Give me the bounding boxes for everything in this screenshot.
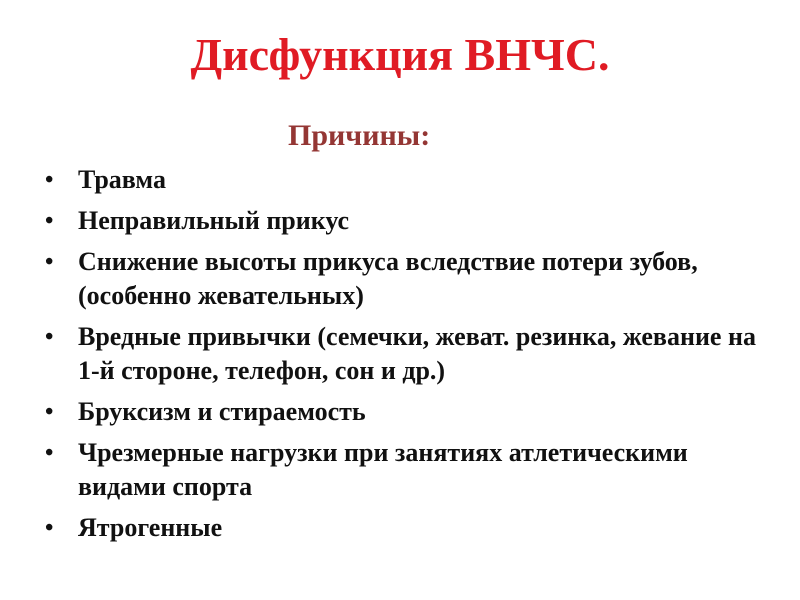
bullet-icon: •: [45, 167, 54, 193]
list-item: [40, 511, 760, 545]
list-item-text: Вредные привычки (семечки, жеват. резинка, жевание на 1-й стороне, телефон, сон и др.): [78, 322, 756, 385]
list-item: [40, 320, 760, 388]
list-item-text: Ятрогенные: [78, 513, 223, 542]
list-item-text: Чрезмерные нагрузки при занятиях атлетическими видами спорта: [78, 438, 688, 501]
bullet-icon: •: [45, 249, 54, 275]
list-item: [40, 245, 760, 313]
list-item-text: Травма: [78, 165, 166, 194]
causes-list: [40, 163, 760, 552]
list-item-text: Снижение высоты прикуса вследствие потери зубов, (особенно жевательных): [78, 247, 698, 310]
bullet-icon: •: [45, 440, 54, 466]
bullet-icon: •: [45, 208, 54, 234]
list-item: [40, 204, 760, 238]
slide-subtitle: Причины:: [288, 119, 431, 152]
list-item: [40, 436, 760, 504]
list-item-text: Неправильный прикус: [78, 206, 350, 235]
list-item-text: Бруксизм и стираемость: [78, 397, 366, 426]
list-item: [40, 395, 760, 429]
bullet-icon: •: [45, 515, 54, 541]
bullet-icon: •: [45, 324, 54, 350]
slide-title: Дисфункция ВНЧС.: [190, 29, 610, 80]
bullet-icon: •: [45, 399, 54, 425]
list-item: [40, 163, 760, 197]
